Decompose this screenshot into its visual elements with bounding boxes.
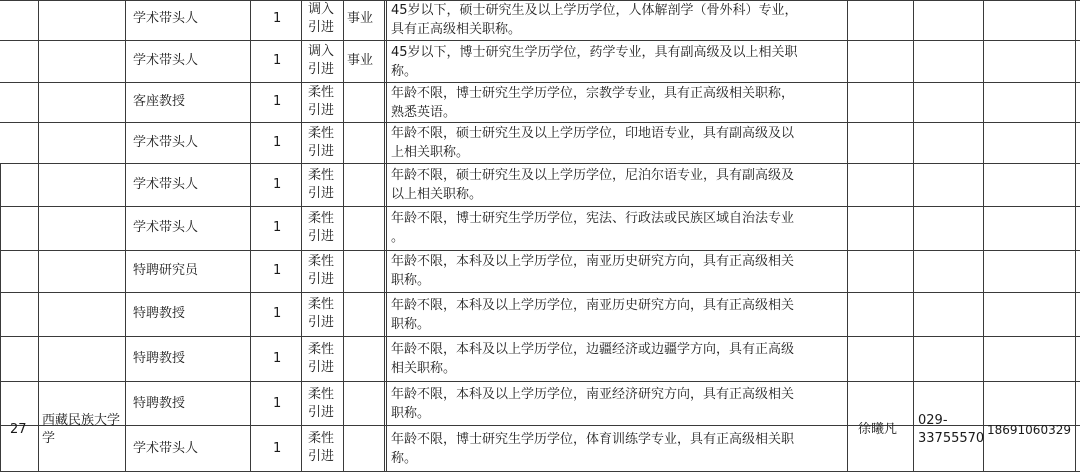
column-border bbox=[913, 0, 914, 472]
post-count: 1 bbox=[273, 396, 282, 411]
column-border bbox=[386, 0, 387, 472]
post-name: 学术带头人 bbox=[133, 135, 199, 150]
recruit-method: 引进 bbox=[308, 315, 335, 330]
column-border bbox=[38, 0, 39, 472]
recruit-method: 引进 bbox=[308, 103, 335, 118]
post-count: 1 bbox=[273, 11, 282, 26]
column-border bbox=[384, 0, 385, 472]
row-border bbox=[0, 163, 1080, 164]
row-border bbox=[0, 122, 1080, 123]
row-border bbox=[0, 206, 1080, 207]
column-border bbox=[301, 0, 302, 472]
requirement-line: 称。 bbox=[391, 451, 418, 466]
post-name: 特聘研究员 bbox=[133, 263, 199, 278]
requirement-line: 年龄不限，硕士研究生及以上学历学位，尼泊尔语专业，具有副高级及 bbox=[391, 168, 795, 183]
requirement-line: 45岁以下，博士研究生学历学位，药学专业，具有副高级及以上相关职 bbox=[391, 45, 798, 60]
requirement-line: 45岁以下，硕士研究生及以上学历学位，人体解剖学（骨外科）专业， bbox=[391, 3, 798, 18]
recruit-method: 柔性 bbox=[308, 211, 335, 226]
post-name: 特聘教授 bbox=[133, 306, 186, 321]
requirement-line: 年龄不限，本科及以上学历学位，边疆经济或边疆学方向，具有正高级 bbox=[391, 342, 795, 357]
requirement-line: 相关职称。 bbox=[391, 361, 457, 376]
recruit-method: 柔性 bbox=[308, 387, 335, 402]
contact-phone: 029- bbox=[918, 413, 948, 428]
requirement-line: 年龄不限，本科及以上学历学位，南亚经济研究方向，具有正高级相关 bbox=[391, 387, 795, 402]
post-count: 1 bbox=[273, 53, 282, 68]
post-count: 1 bbox=[273, 94, 282, 109]
requirement-line: 职称。 bbox=[391, 317, 431, 332]
requirement-line: 年龄不限，本科及以上学历学位，南亚历史研究方向，具有正高级相关 bbox=[391, 298, 795, 313]
recruit-method: 引进 bbox=[308, 144, 335, 159]
recruit-method: 柔性 bbox=[308, 254, 335, 269]
row-border bbox=[0, 40, 1080, 41]
recruit-method: 引进 bbox=[308, 186, 335, 201]
requirement-line: 称。 bbox=[391, 64, 418, 79]
post-count: 1 bbox=[273, 135, 282, 150]
requirement-line: 年龄不限，博士研究生学历学位，宪法、行政法或民族区域自治法专业 bbox=[391, 211, 795, 226]
recruit-method: 柔性 bbox=[308, 168, 335, 183]
post-count: 1 bbox=[273, 441, 282, 456]
recruit-method: 引进 bbox=[308, 405, 335, 420]
recruit-method: 调入 bbox=[308, 2, 335, 17]
recruit-method: 引进 bbox=[308, 229, 335, 244]
column-border bbox=[983, 0, 984, 472]
recruit-method: 调入 bbox=[308, 44, 335, 59]
requirement-line: 以上相关职称。 bbox=[391, 187, 483, 202]
row-border bbox=[0, 381, 1080, 382]
post-name: 特聘教授 bbox=[133, 396, 186, 411]
post-name: 学术带头人 bbox=[133, 220, 199, 235]
requirement-line: 职称。 bbox=[391, 273, 431, 288]
institution-name: 学 bbox=[42, 431, 56, 446]
institution-name: 西藏民族大学 bbox=[42, 413, 121, 428]
post-count: 1 bbox=[273, 351, 282, 366]
requirement-line: 上相关职称。 bbox=[391, 145, 470, 160]
post-name: 客座教授 bbox=[133, 94, 186, 109]
column-border bbox=[0, 163, 1, 472]
contact-mobile: 18691060329 bbox=[987, 423, 1071, 437]
staff-type: 事业 bbox=[347, 11, 374, 26]
requirement-line: 年龄不限，博士研究生学历学位，体育训练学专业，具有正高级相关职 bbox=[391, 432, 795, 447]
recruit-method: 引进 bbox=[308, 449, 335, 464]
column-border bbox=[125, 0, 126, 472]
post-name: 特聘教授 bbox=[133, 351, 186, 366]
requirement-line: 职称。 bbox=[391, 406, 431, 421]
recruit-method: 柔性 bbox=[308, 297, 335, 312]
post-count: 1 bbox=[273, 220, 282, 235]
contact-phone: 33755570 bbox=[918, 431, 985, 446]
staff-type: 事业 bbox=[347, 53, 374, 68]
column-border bbox=[847, 0, 848, 472]
requirement-line: 年龄不限，本科及以上学历学位，南亚历史研究方向，具有正高级相关 bbox=[391, 254, 795, 269]
recruit-method: 引进 bbox=[308, 62, 335, 77]
column-border bbox=[250, 0, 251, 472]
requirement-line: 熟悉英语。 bbox=[391, 105, 457, 120]
post-name: 学术带头人 bbox=[133, 53, 199, 68]
recruit-method: 引进 bbox=[308, 360, 335, 375]
recruit-method: 柔性 bbox=[308, 85, 335, 100]
requirement-line: 具有正高级相关职称。 bbox=[391, 22, 522, 37]
post-count: 1 bbox=[273, 177, 282, 192]
recruit-method: 引进 bbox=[308, 20, 335, 35]
recruit-method: 柔性 bbox=[308, 431, 335, 446]
row-border bbox=[0, 82, 1080, 83]
recruit-method: 柔性 bbox=[308, 126, 335, 141]
row-border bbox=[0, 292, 1080, 293]
post-name: 学术带头人 bbox=[133, 177, 199, 192]
contact-person: 徐曦凡 bbox=[858, 422, 898, 437]
post-count: 1 bbox=[273, 306, 282, 321]
post-count: 1 bbox=[273, 263, 282, 278]
requirement-line: 。 bbox=[391, 230, 405, 245]
post-name: 学术带头人 bbox=[133, 11, 199, 26]
recruit-method: 引进 bbox=[308, 272, 335, 287]
column-border bbox=[343, 0, 344, 472]
row-border bbox=[0, 250, 1080, 251]
requirement-line: 年龄不限，博士研究生学历学位，宗教学专业，具有正高级相关职称， bbox=[391, 86, 795, 101]
institution-index: 27 bbox=[10, 422, 27, 437]
post-name: 学术带头人 bbox=[133, 441, 199, 456]
column-border bbox=[1075, 0, 1076, 472]
row-border bbox=[0, 336, 1080, 337]
requirement-line: 年龄不限，硕士研究生及以上学历学位，印地语专业，具有副高级及以 bbox=[391, 126, 795, 141]
recruit-method: 柔性 bbox=[308, 342, 335, 357]
